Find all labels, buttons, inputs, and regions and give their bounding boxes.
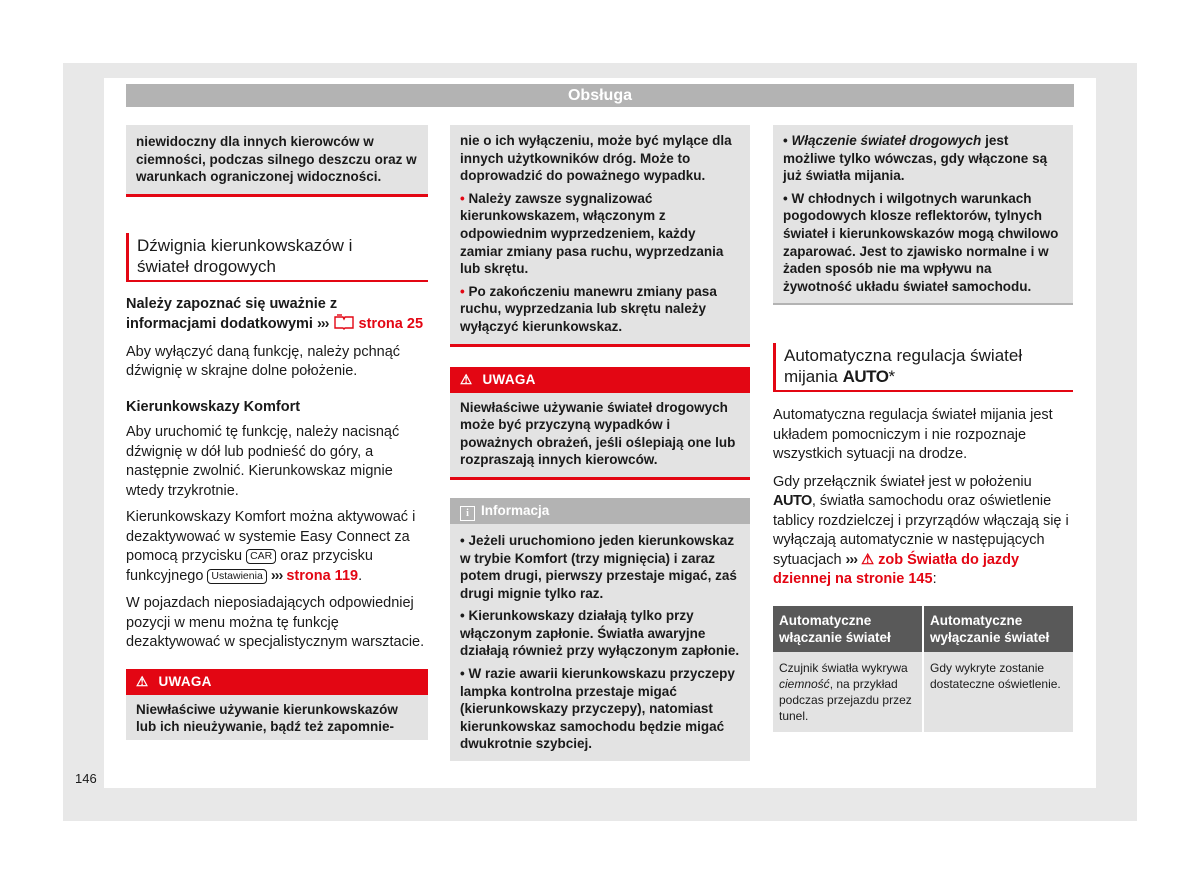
info-bullet-1 <box>460 532 740 602</box>
optional-star: * <box>888 367 896 387</box>
info-continuation-box <box>773 125 1073 305</box>
bullet-text: Jeżeli uruchomiono jeden kierunkowskaz w trybie Komfort (trzy mignięcia) i zaraz potem drugi, pierwszy przestaje migać, zaś drugi mignie tylko raz. <box>460 532 737 601</box>
ref-arrows: ››› <box>845 551 858 568</box>
subheading-comfort: Kierunkowskazy Komfort <box>126 398 301 415</box>
paragraph-easy-connect <box>126 508 428 586</box>
warning-continuation-text: niewidoczny dla innych kierowców w ciemności, podczas silnego deszczu oraz w warunkach ograniczonej widoczności. <box>136 134 417 185</box>
warning-bullet-2 <box>460 283 740 336</box>
bullet-text: jest możliwe tylko wówczas, gdy włączone są już światła mijania. <box>783 133 1048 184</box>
warning-header <box>126 669 428 695</box>
info-bullet-2 <box>460 607 740 660</box>
section-title-turn-signals <box>126 233 428 282</box>
warning-text: Niewłaściwe używanie kierunkowskazów lub ich nieużywanie, bądź też zapomnie- <box>136 701 398 735</box>
intro-note <box>126 295 428 335</box>
italic-term: Włączenie świateł drogowych <box>791 133 982 148</box>
ref-arrows: ››› <box>316 316 329 333</box>
auto-switch-text-b: , światła samochodu oraz oświetlenie tablicy rozdzielczej i przyrządów włączają się i wyłączają automatycznie w następujących sytuacjach <box>773 493 1069 568</box>
book-icon <box>333 314 355 330</box>
auto-switch-text-a: Gdy przełącznik świateł jest w położeniu <box>773 473 1032 490</box>
easy-connect-text-a: Kierunkowskazy Komfort można aktywować i dezaktywować w systemie Easy Connect za pomocą przycisku <box>126 509 416 565</box>
auto-lights-table <box>773 606 1073 732</box>
bullet-icon: • <box>460 666 465 682</box>
daytime-lights-link[interactable]: zob Światła do jazdy dziennej na stronie 145 <box>773 551 1020 588</box>
warning-triangle-icon: ⚠ <box>136 673 149 689</box>
paragraph-comfort: Aby uruchomić tę funkcję, należy nacisnąć dźwignię w dół lub podnieść do góry, a następnie zwolnić. Kierunkowskaz mignie wtedy trzykrotnie. <box>126 424 400 499</box>
section-title-line2: świateł drogowych <box>137 256 276 276</box>
auto-symbol-icon: AUTO <box>842 367 889 387</box>
warning-continuation-text-2: nie o ich wyłączeniu, może być mylące dla innych użytkowników dróg. Może to doprowadzić do poważnego wypadku. <box>460 133 732 184</box>
paragraph-workshop: W pojazdach nieposiadających odpowiedniej pozycji w menu można tę funkcję dezaktywować w specjalistycznym warsztacie. <box>126 595 425 651</box>
info-bullet-highbeam <box>783 132 1063 185</box>
bullet-text: W razie awarii kierunkowskazu przyczepy lampka kontrolna przestaje migać (kierunkowskazy przyczepy), natomiast kierunkowskaz samochodu będzie migać dwukrotnie szybciej. <box>460 666 735 752</box>
warning-text: Niewłaściwe używanie świateł drogowych może być przyczyną wypadków i poważnych obrażeń, jeśli oślepiają one lub rozpraszają innych kierowców. <box>460 399 736 468</box>
bullet-icon: • <box>460 532 465 548</box>
warning-header <box>450 367 750 393</box>
section-title-line1: Automatyczna regulacja świateł <box>784 346 1023 366</box>
table-header-on: Automatyczne włączanie świateł <box>773 606 923 652</box>
paragraph-auto-intro: Automatyczna regulacja świateł mijania jest układem pomocniczym i nie rozpoznaje wszystkich sytuacji na drodze. <box>773 407 1053 463</box>
warning-triangle-icon: ⚠ <box>861 551 875 568</box>
table-row <box>773 652 1073 732</box>
bullet-icon: • <box>783 133 788 148</box>
table-header-off: Automatyczne wyłączanie świateł <box>923 606 1073 652</box>
bullet-text: W chłodnych i wilgotnych warunkach pogodowych klosze reflektorów, tylnych świateł i kierunkowskazów mogą chwilowo zaparować. Jest to zjawisko normalne i w żaden sposób nie ma wpływu na żywotność układu świateł samochodu. <box>783 190 1059 294</box>
cell-text-a: Czujnik światła wykrywa <box>779 660 908 675</box>
warning-bullet-1 <box>460 190 740 278</box>
section-title-line1: Dźwignia kierunkowskazów i <box>137 235 353 255</box>
page-119-link[interactable]: strona 119 <box>286 567 359 584</box>
easy-connect-text-b: oraz przycisku funkcyjnego <box>126 548 373 584</box>
period: . <box>358 567 363 584</box>
cell-italic: ciemność <box>779 676 830 691</box>
warning-continuation-box <box>126 125 428 197</box>
chapter-header: Obsługa <box>126 84 1074 107</box>
bullet-icon: • <box>783 190 788 206</box>
column-2 <box>450 125 750 761</box>
warning-label: UWAGA <box>158 673 212 689</box>
warning-triangle-icon: ⚠ <box>460 371 473 387</box>
cell-text-b: , na przykład podczas przejazdu przez tunel. <box>779 676 912 723</box>
bullet-text: Kierunkowskazy działają tylko przy włączonym zapłonie. Światła awaryjne działają również przy wyłączonym zapłonie. <box>460 608 740 659</box>
car-key-icon: CAR <box>246 549 276 564</box>
info-icon: i <box>460 506 475 521</box>
bullet-icon: • <box>460 608 465 624</box>
info-box <box>450 498 750 761</box>
page-number: 146 <box>75 771 97 786</box>
warning-label: UWAGA <box>482 371 536 387</box>
bullet-text: Należy zawsze sygnalizować kierunkowskazem, włączonym z odpowiednim wyprzedzeniem, każdy zamiar zmiany pasa ruchu, wyprzedzania lub skrętu. <box>460 190 724 277</box>
column-3 <box>773 125 1073 732</box>
warning-body <box>450 393 750 480</box>
warning-continuation-box-2 <box>450 125 750 347</box>
info-bullet-3 <box>460 665 740 753</box>
settings-key-icon: Ustawienia <box>207 569 266 584</box>
table-cell-off: Gdy wykryte zostanie dostateczne oświetlenie. <box>923 652 1073 732</box>
info-body <box>450 524 750 761</box>
bullet-icon: • <box>460 283 465 299</box>
intro-text: Należy zapoznać się uważnie z informacjami dodatkowymi <box>126 295 338 333</box>
colon: : <box>932 571 937 588</box>
intro-page-link[interactable]: strona 25 <box>358 316 424 333</box>
paragraph-auto-switch <box>773 473 1073 590</box>
bullet-icon: • <box>460 190 465 206</box>
paragraph-disable: Aby wyłączyć daną funkcję, należy pchnąć dźwignię w skrajne dolne położenie. <box>126 343 401 380</box>
info-label: Informacja <box>481 502 550 518</box>
section-title-auto-lights <box>773 343 1073 392</box>
ref-arrows: ››› <box>270 567 283 584</box>
info-header <box>450 498 750 524</box>
info-bullet-condensation <box>783 190 1063 296</box>
auto-symbol-icon: AUTO <box>773 493 812 510</box>
bullet-text: Po zakończeniu manewru zmiany pasa ruchu, wyprzedzania lub skrętu należy wyłączyć kierunkowskaz. <box>460 283 717 334</box>
warning-body <box>126 695 428 740</box>
table-cell-on <box>773 652 923 732</box>
column-1 <box>126 125 428 740</box>
warning-box-2 <box>450 367 750 480</box>
section-title-line2: mijania <box>784 367 838 387</box>
warning-box-1 <box>126 669 428 740</box>
